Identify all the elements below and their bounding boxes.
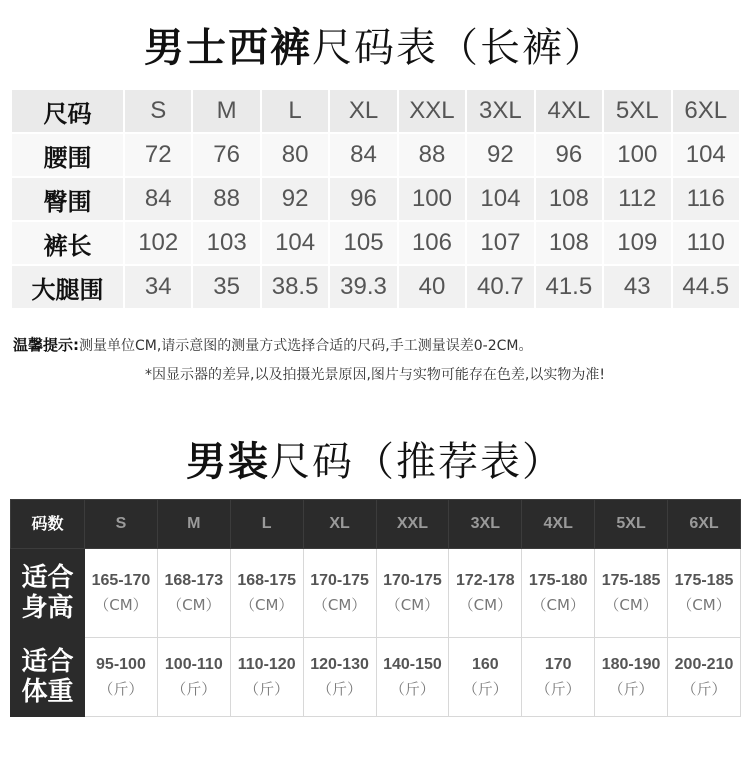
- pants-value-cell: 102: [124, 221, 192, 265]
- height-row-label-line1: 适合: [21, 563, 74, 593]
- mens-size-cell: 3XL: [449, 500, 522, 549]
- pants-value-cell: 108: [535, 221, 603, 265]
- mens-recommend-table: [10, 499, 741, 717]
- mens-chart-title: [0, 430, 750, 487]
- height-row-value: 172-178: [455, 571, 515, 589]
- height-row-unit: （CM）: [239, 595, 294, 614]
- mens-size-cell: L: [230, 500, 303, 549]
- pants-value-cell: 104: [672, 133, 741, 177]
- weight-row-cell: [668, 638, 741, 717]
- pants-size-cell: 5XL: [603, 89, 671, 133]
- pants-size-cell: 3XL: [466, 89, 534, 133]
- weight-row-value: 100-110: [164, 655, 223, 673]
- pants-value-cell: 96: [535, 133, 603, 177]
- weight-row-unit: （斤）: [535, 679, 581, 698]
- mens-size-cell: XL: [303, 500, 376, 549]
- mens-size-cell: M: [157, 500, 230, 549]
- pants-value-cell: 80: [261, 133, 329, 177]
- pants-value-cell: 108: [535, 177, 603, 221]
- mens-size-cell: 6XL: [668, 500, 741, 549]
- pants-value-cell: 100: [398, 177, 466, 221]
- mens-header-label: 码数: [11, 500, 85, 549]
- weight-row-value: 180-190: [601, 655, 661, 673]
- pants-value-cell: 109: [603, 221, 671, 265]
- mens-title-bold: 男装: [186, 438, 270, 485]
- pants-value-cell: 110: [672, 221, 741, 265]
- pants-row-label: 腰围: [11, 133, 124, 177]
- mens-size-cell: XXL: [376, 500, 449, 549]
- weight-row-cell: [376, 638, 449, 717]
- weight-row-cell: [303, 638, 376, 717]
- mens-size-cell: 4XL: [522, 500, 595, 549]
- pants-row-label: 裤长: [11, 221, 124, 265]
- height-row-unit: （CM）: [604, 595, 658, 614]
- pants-value-cell: 112: [603, 177, 671, 221]
- pants-value-cell: 76: [192, 133, 260, 177]
- pants-value-cell: 34: [124, 265, 192, 309]
- pants-table-row: [11, 265, 740, 309]
- weight-row-value: 160: [471, 655, 499, 673]
- pants-row-label: 大腿围: [11, 265, 124, 309]
- height-row: [11, 549, 741, 638]
- pants-value-cell: 41.5: [535, 265, 603, 309]
- pants-value-cell: 107: [466, 221, 534, 265]
- pants-value-cell: 104: [466, 177, 534, 221]
- height-row-cell: [376, 549, 449, 638]
- height-row-unit: （CM）: [531, 595, 585, 614]
- pants-value-cell: 39.3: [329, 265, 397, 309]
- height-row-unit: （CM）: [458, 595, 513, 614]
- pants-header-label: 尺码: [11, 89, 124, 133]
- height-row-unit: （CM）: [385, 595, 440, 614]
- weight-row-unit: （斤）: [171, 679, 217, 698]
- weight-row-unit: （斤）: [608, 679, 654, 698]
- pants-size-cell: 4XL: [535, 89, 603, 133]
- pants-size-cell: M: [192, 89, 260, 133]
- weight-row-label-line2: 体重: [21, 677, 74, 707]
- height-row-cell: [85, 549, 158, 638]
- weight-row: [11, 638, 741, 717]
- measurement-tip: [13, 334, 532, 355]
- weight-row-cell: [230, 638, 303, 717]
- mens-title-light: 尺码（推荐表）: [270, 439, 564, 485]
- weight-row-unit: （斤）: [244, 679, 290, 698]
- height-row-cell: [595, 549, 668, 638]
- height-row-value: 168-173: [164, 571, 224, 589]
- height-row-value: 170-175: [310, 571, 369, 589]
- pants-value-cell: 96: [329, 177, 397, 221]
- pants-size-cell: S: [124, 89, 192, 133]
- pants-table-row: [11, 221, 740, 265]
- pants-size-cell: 6XL: [672, 89, 741, 133]
- pants-value-cell: 72: [124, 133, 192, 177]
- weight-row-value: 95-100: [96, 655, 146, 673]
- weight-row-unit: （斤）: [98, 679, 144, 698]
- weight-row-label-line1: 适合: [21, 647, 74, 677]
- height-row-cell: [230, 549, 303, 638]
- weight-row-value: 110-120: [237, 655, 296, 673]
- pants-value-cell: 38.5: [261, 265, 329, 309]
- height-row-unit: （CM）: [677, 595, 731, 614]
- height-row-cell: [449, 549, 522, 638]
- color-disclaimer: *因显示器的差异,以及拍摄光景原因,图片与实物可能存在色差,以实物为准!: [145, 367, 605, 383]
- height-row-unit: （CM）: [94, 595, 148, 614]
- pants-size-cell: XXL: [398, 89, 466, 133]
- weight-row-value: 200-210: [674, 655, 734, 673]
- pants-row-label: 臀围: [11, 177, 124, 221]
- height-row-value: 170-175: [383, 571, 442, 589]
- height-row-label: [11, 549, 85, 638]
- height-row-value: 175-185: [674, 571, 734, 589]
- pants-value-cell: 88: [398, 133, 466, 177]
- height-row-cell: [303, 549, 376, 638]
- pants-value-cell: 35: [192, 265, 260, 309]
- pants-title-bold: 男士西裤: [144, 24, 312, 71]
- pants-value-cell: 103: [192, 221, 260, 265]
- pants-value-cell: 105: [329, 221, 397, 265]
- pants-value-cell: 92: [261, 177, 329, 221]
- pants-size-cell: XL: [329, 89, 397, 133]
- pants-value-cell: 84: [124, 177, 192, 221]
- tip-text: 测量单位CM,请示意图的测量方式选择合适的尺码,手工测量误差0-2CM。: [79, 338, 533, 354]
- weight-row-cell: [595, 638, 668, 717]
- weight-row-unit: （斤）: [462, 679, 508, 698]
- weight-row-unit: （斤）: [681, 679, 727, 698]
- weight-row-cell: [85, 638, 158, 717]
- weight-row-unit: （斤）: [389, 679, 435, 698]
- weight-row-value: 120-130: [310, 655, 369, 673]
- height-row-value: 168-175: [237, 571, 297, 589]
- height-row-cell: [157, 549, 230, 638]
- weight-row-cell: [522, 638, 595, 717]
- pants-value-cell: 92: [466, 133, 534, 177]
- pants-chart-title: [0, 16, 750, 73]
- pants-value-cell: 106: [398, 221, 466, 265]
- mens-header-row: [11, 500, 741, 549]
- height-row-unit: （CM）: [312, 595, 367, 614]
- pants-value-cell: 43: [603, 265, 671, 309]
- pants-value-cell: 44.5: [672, 265, 741, 309]
- pants-title-light: 尺码表（长裤）: [312, 25, 606, 71]
- pants-table-row: [11, 133, 740, 177]
- pants-header-row: [11, 89, 740, 133]
- mens-size-cell: S: [85, 500, 158, 549]
- mens-size-cell: 5XL: [595, 500, 668, 549]
- pants-value-cell: 40: [398, 265, 466, 309]
- pants-size-cell: L: [261, 89, 329, 133]
- height-row-cell: [668, 549, 741, 638]
- weight-row-cell: [449, 638, 522, 717]
- tip-label: 温馨提示:: [13, 336, 79, 354]
- height-row-value: 175-185: [601, 571, 661, 589]
- weight-row-value: 170: [544, 655, 572, 673]
- pants-value-cell: 116: [672, 177, 741, 221]
- height-row-cell: [522, 549, 595, 638]
- pants-value-cell: 100: [603, 133, 671, 177]
- pants-value-cell: 104: [261, 221, 329, 265]
- weight-row-cell: [157, 638, 230, 717]
- weight-row-value: 140-150: [383, 655, 442, 673]
- height-row-value: 175-180: [528, 571, 588, 589]
- pants-table-row: [11, 177, 740, 221]
- pants-value-cell: 88: [192, 177, 260, 221]
- weight-row-unit: （斤）: [317, 679, 363, 698]
- height-row-value: 165-170: [91, 571, 151, 589]
- height-row-unit: （CM）: [167, 595, 221, 614]
- pants-value-cell: 84: [329, 133, 397, 177]
- pants-size-table: [10, 88, 741, 310]
- height-row-label-line2: 身高: [21, 593, 74, 623]
- pants-value-cell: 40.7: [466, 265, 534, 309]
- weight-row-label: [11, 638, 85, 717]
